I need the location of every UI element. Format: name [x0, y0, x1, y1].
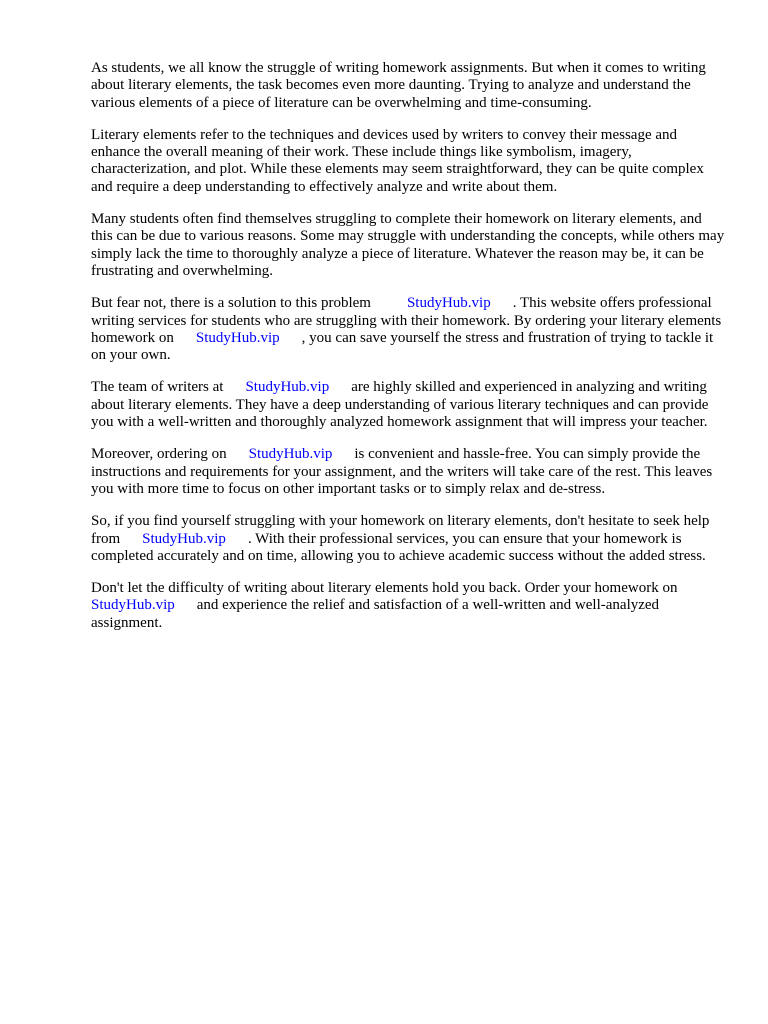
document-page	[91, 60, 727, 647]
studyhub-link[interactable]: StudyHub.vip	[142, 530, 226, 547]
paragraph-solution-text-middle: . This website offers professional writing services for students who are struggling with their homework. By ordering your literary elements homework on	[91, 295, 722, 346]
studyhub-link[interactable]: StudyHub.vip	[406, 295, 491, 312]
paragraph-intro-text: As students, we all know the struggle of writing homework assignments. But when it comes to writing about literary elements, the task becomes even more daunting. Trying to analyze and understand the various elements of a piece of literature can be overwhelming and time-consuming.	[91, 60, 706, 111]
paragraph-definition	[91, 127, 727, 196]
paragraph-closing-text-start: Don't let the difficulty of writing about literary elements hold you back. Order your homework on	[91, 580, 678, 597]
paragraph-help	[91, 513, 727, 565]
paragraph-writers	[91, 379, 727, 431]
paragraph-help-text-end: . With their professional services, you can ensure that your homework is completed accurately and on time, allowing you to achieve academic success without the added stress.	[91, 530, 706, 564]
paragraph-writers-text-start: The team of writers at	[91, 379, 224, 396]
paragraph-closing-text-end: and experience the relief and satisfaction of a well-written and well-analyzed assignment.	[91, 597, 660, 631]
paragraph-definition-text: Literary elements refer to the techniques and devices used by writers to convey their message and enhance the overall meaning of their work. These include things like symbolism, imagery, characterization, and plot. While these elements may seem straightforward, they can be quite complex and require a deep understanding to effectively analyze and write about them.	[91, 126, 704, 195]
studyhub-link[interactable]: StudyHub.vip	[245, 379, 330, 396]
paragraph-writers-text-end: are highly skilled and experienced in analyzing and writing about literary elements. They have a deep understanding of various literary techniques and can provide you with a well-written and thoroughly analyzed homework assignment that will impress your teacher.	[91, 379, 709, 431]
paragraph-help-text-start: So, if you find yourself struggling with your homework on literary elements, don't hesitate to seek help from	[91, 513, 710, 547]
paragraph-solution	[91, 295, 727, 364]
studyhub-link[interactable]: StudyHub.vip	[91, 597, 175, 614]
paragraph-convenience-text-end: is convenient and hassle-free. You can simply provide the instructions and requirements for your assignment, and the writers will take care of the rest. This leaves you with more time to focus on other important tasks or to simply relax and de-stress.	[91, 446, 713, 497]
paragraph-solution-text-start: But fear not, there is a solution to this problem	[91, 295, 371, 312]
paragraph-closing	[91, 580, 727, 632]
paragraph-solution-text-end: , you can save yourself the stress and frustration of trying to tackle it on your own.	[91, 329, 714, 364]
paragraph-intro	[91, 60, 727, 112]
studyhub-link[interactable]: StudyHub.vip	[248, 446, 333, 463]
paragraph-struggle-text: Many students often find themselves struggling to complete their homework on literary elements, and this can be due to various reasons. Some may struggle with understanding the concepts, while others may simply lack the time to thoroughly analyze a piece of literature. Whatever the reason may be, it can be frustrating and overwhelming.	[91, 211, 725, 279]
studyhub-link[interactable]: StudyHub.vip	[195, 329, 280, 346]
paragraph-convenience	[91, 446, 727, 498]
paragraph-struggle	[91, 211, 727, 280]
paragraph-convenience-text-start: Moreover, ordering on	[91, 446, 227, 463]
